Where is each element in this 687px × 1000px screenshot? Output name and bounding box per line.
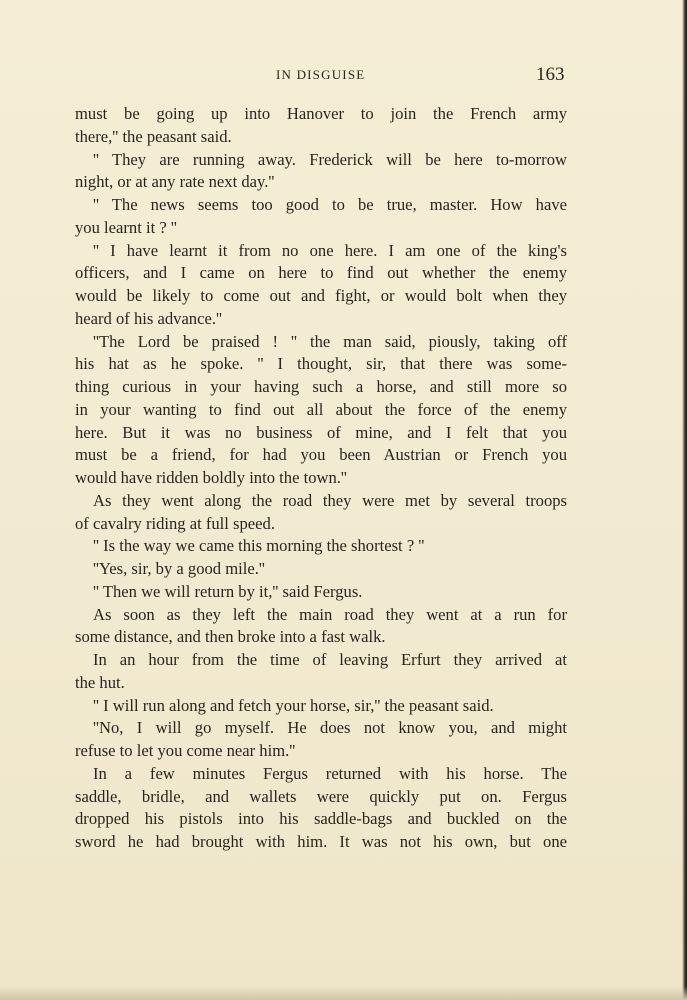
text-line: saddle, bridle, and wallets were quickly put on. Fergus <box>75 786 567 806</box>
text-line: '' The news seems too good to be true, master. How have <box>93 195 567 214</box>
text-line: In an hour from the time of leaving Erfurt they arrived at <box>93 650 567 669</box>
text-line: As soon as they left the main road they went at a run for <box>93 604 567 624</box>
text-line: the hut. <box>75 672 125 692</box>
text-line: '' Is the way we came this morning the shortest ? '' <box>93 536 425 556</box>
running-head: IN DISGUISE <box>276 67 366 82</box>
text-line: ''The Lord be praised ! '' the man said, piously, taking off <box>93 331 567 351</box>
text-line: dropped his pistols into his saddle-bags and buckled on the <box>75 809 567 829</box>
page-bottom-shadow <box>0 986 687 1000</box>
text-line: sword he had brought with him. It was not his own, but one <box>75 832 567 851</box>
text-line: As they went along the road they were met by several troops <box>93 490 567 510</box>
text-line: heard of his advance.'' <box>75 308 222 328</box>
text-line: refuse to let you come near him.'' <box>75 741 296 760</box>
text-line: ''No, I will go myself. He does not know you, and might <box>93 718 567 738</box>
text-line: some distance, and then broke into a fast walk. <box>75 627 386 647</box>
page-header <box>0 64 687 88</box>
page-edge-shadow <box>682 0 687 1000</box>
text-line: thing curious in your having such a horse, and still more so <box>75 377 567 396</box>
text-line: in your wanting to find out all about the force of the enemy <box>75 399 567 419</box>
text-line: here. But it was no business of mine, and I felt that you <box>75 422 567 442</box>
text-line: you learnt it ? '' <box>75 217 177 237</box>
text-line: '' I will run along and fetch your horse, sir,'' the peasant said. <box>93 695 494 715</box>
text-line: In a few minutes Fergus returned with his horse. The <box>93 763 567 783</box>
text-line: must be going up into Hanover to join the French army <box>75 104 567 123</box>
body-text <box>75 103 567 854</box>
text-line: would be likely to come out and fight, or would bolt when they <box>75 286 567 305</box>
text-line: night, or at any rate next day.'' <box>75 172 275 192</box>
text-line: of cavalry riding at full speed. <box>75 513 275 533</box>
text-line: '' They are running away. Frederick will be here to-morrow <box>93 149 567 169</box>
text-line: '' I have learnt it from no one here. I am one of the king's <box>93 240 567 260</box>
text-line: '' Then we will return by it,'' said Fergus. <box>93 581 363 601</box>
text-line: ''Yes, sir, by a good mile.'' <box>93 559 265 578</box>
text-line: must be a friend, for had you been Austrian or French you <box>75 445 567 465</box>
text-line: his hat as he spoke. '' I thought, sir, that there was some- <box>75 354 567 374</box>
text-line: there,'' the peasant said. <box>75 126 232 146</box>
page-number: 163 <box>536 64 565 85</box>
text-line: would have ridden boldly into the town.'' <box>75 468 347 487</box>
text-line: officers, and I came on here to find out whether the enemy <box>75 263 567 283</box>
